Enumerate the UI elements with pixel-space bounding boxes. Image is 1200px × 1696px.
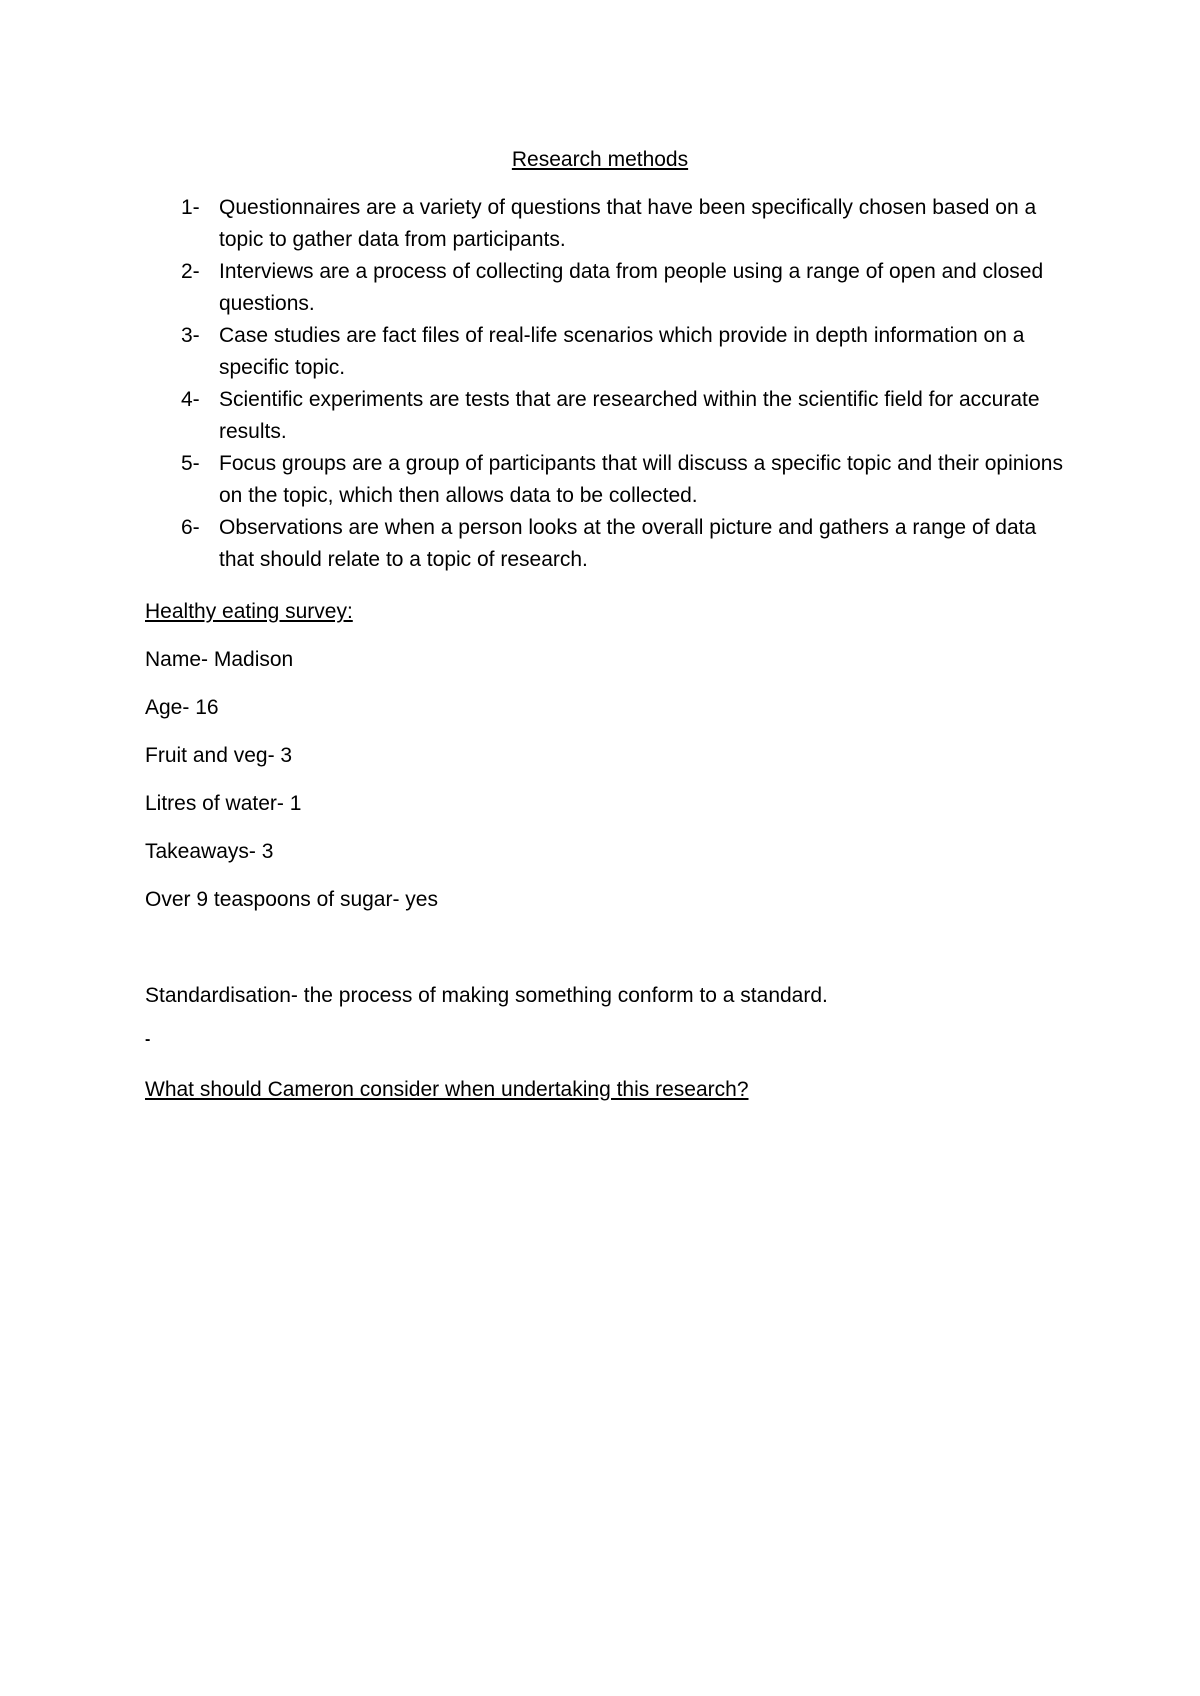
list-item-number: 5- (181, 452, 200, 475)
list-item-text: Scientific experiments are tests that are researched within the scientific field for accurate results. (219, 388, 1040, 443)
research-question: What should Cameron consider when undertaking this research? (145, 1078, 749, 1101)
list-item (145, 512, 1075, 576)
survey-heading: Healthy eating survey: (145, 600, 353, 623)
page-title: Research methods (511, 148, 689, 171)
standardisation-definition: Standardisation- the process of making something conform to a standard. (145, 984, 828, 1007)
dash-marker: - (145, 1031, 151, 1048)
list-item (145, 320, 1075, 384)
research-methods-list (145, 192, 1075, 576)
list-item-number: 1- (181, 196, 200, 219)
list-item-number: 2- (181, 260, 200, 283)
survey-age: Age- 16 (145, 696, 219, 719)
list-item-text: Case studies are fact files of real-life scenarios which provide in depth information on a specific topic. (219, 324, 1025, 379)
survey-sugar: Over 9 teaspoons of sugar- yes (145, 888, 438, 911)
list-item-text: Focus groups are a group of participants that will discuss a specific topic and their opinions on the topic, which then allows data to be collected. (219, 452, 1063, 507)
list-item (145, 384, 1075, 448)
survey-water: Litres of water- 1 (145, 792, 302, 815)
list-item (145, 192, 1075, 256)
list-item (145, 448, 1075, 512)
list-item-text: Questionnaires are a variety of questions that have been specifically chosen based on a topic to gather data from participants. (219, 196, 1037, 251)
list-item-text: Interviews are a process of collecting data from people using a range of open and closed questions. (219, 260, 1044, 315)
survey-name: Name- Madison (145, 648, 294, 671)
healthy-eating-survey (145, 596, 1075, 932)
list-item-number: 4- (181, 388, 200, 411)
list-item-number: 6- (181, 516, 200, 539)
survey-takeaways: Takeaways- 3 (145, 840, 274, 863)
list-item (145, 256, 1075, 320)
list-item-number: 3- (181, 324, 200, 347)
list-item-text: Observations are when a person looks at the overall picture and gathers a range of data that should relate to a topic of research. (219, 516, 1037, 571)
survey-fruit-veg: Fruit and veg- 3 (145, 744, 293, 767)
